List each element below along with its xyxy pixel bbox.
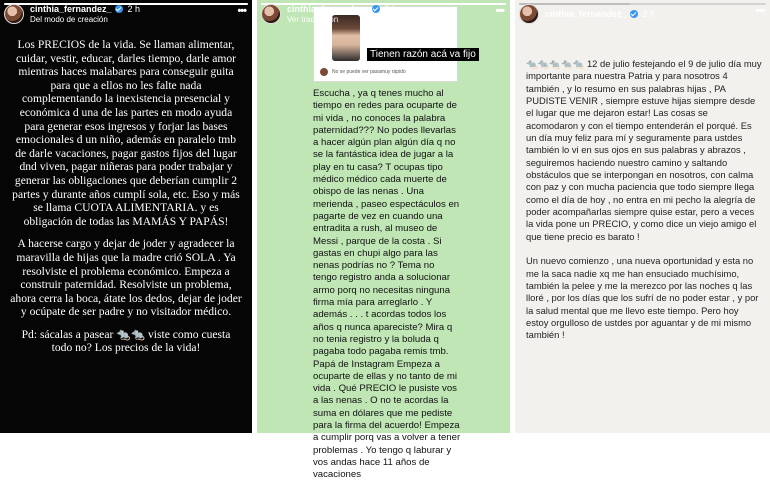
story-header <box>519 2 766 26</box>
story-time: 2 h <box>384 4 398 14</box>
story-username[interactable]: cinthia_fernandez_ <box>287 4 369 14</box>
story-username[interactable]: cinthia_fernandez_ <box>545 9 627 19</box>
story-text <box>526 58 762 354</box>
verified-badge-icon <box>372 5 380 13</box>
story-paragraph: Los PRECIOS de la vida. Se llaman alimentar, cuidar, vestir, educar, darles tiempo, darle amor mientras haces malabares para conseguir guita para que a ellos no les falte nada complementando la inexistencia presencial y económica d una de las partes en modo ayuda para generar esos ingresos y forjar las bases emocionales d un niño, además en paralelo tmb de darle vacaciones, pagar gastos fijos del lugar dnd viven, pagar niñeras para poder trabajar y generar las obligaciones que deberían cumplir 2 partes y durante años cumplí sola, etc. Eso y más se llama CUOTA ALIMENTARIA. y es obligación de todas las MAMÁS Y PAPÁS! <box>12 38 240 228</box>
story-time: 2 h <box>127 4 141 14</box>
verified-badge-icon <box>630 10 638 18</box>
story-paragraph: 🐀🐀🐀🐀🐀 12 de julio festejando el 9 de julio día muy importante para nuestra Patria y para nosotros 4 también , y lo resumo en sus palabras hijas , PA PUDISTE VENIR , siempre estuve hijas siempre desde el lugar que me dejaron estar! Las cosas se acomodaron y con el tiempo entenderán el porqué. Es un día muy feliz para mí y seguramente para ustdes también lo vi en sus ojos en sus palabras y abrazos , seguiremos haciendo nuestro camino y saltando obstáculos que se interpongan en nosotros, con calma con paz y con mucha paciencia que todo siempre llega como el día de hoy , no entra en mi pecho la alegría de poder acompañarlas siempre quise estar, pero a veces la vida pone un PRECIO, y como dice un viejo amigo el que tiene precio es barato ! <box>526 58 762 242</box>
story-username[interactable]: cinthia_fernandez_ <box>30 4 112 14</box>
story-text: Escucha , ya q tenes mucho al tiempo en redes para ocuparte de mi vida , no conoces la palabra paternidad??? No podes llevarlas a hacer algún plan algún día q no se la fantástica idea de jugar a la play en tu casa? T ocupas tipo médico médico cada muerte de obispo de las nenas . Una merienda , paseo espectáculos en pagarte de vez en cuando una entradita a rush, al museo de Messi , parque de la costa . Si gastas en chupi algo para las nenas podrías no ? Tema no tengo registro anda a solucionar armo porq no necesitas ninguna firma mía para arreglarlo . Y además . . . t acordas todos los años q nunca apareciste? Mira q no tenia registro y la boluda q pagaba todo pagaba remis tmb. Papá de Instagram Empeza a ocuparte de ellas y no tanto de mi vida . Qué PRECIO le pusiste vos a las nenas . O no te acordas la suma en dólares que me pediste para la firma del acuerdo! Empeza a cumplir porq vas a volver a tener problemas . Yo tengo q laburar y vos andas hace 11 años de vacaciones <box>313 88 461 481</box>
post-caption: Tienen razón acá va fijo <box>367 48 479 61</box>
story-paragraph: Pd: sácalas a pasear 🐀🐀 viste como cuesta todo no? Los precios de la vida! <box>21 327 231 355</box>
story-time: 2 h <box>642 9 656 19</box>
story-paragraph: A hacerse cargo y dejar de joder y agradecer la maravilla de hijas que la madre crió SOLA . Ya resolviste el problema económico. Empeza a construir paternidad. Resolviste un problema, ahora cerra la boca, átate los dedos, dejar de joder y ocúpate de ser padre y no visitador médico. <box>10 237 242 319</box>
story-panel-1[interactable] <box>0 0 252 433</box>
story-panel-2[interactable] <box>257 0 510 481</box>
avatar[interactable] <box>261 4 281 24</box>
see-translation-link[interactable]: Ver traducción <box>287 15 339 24</box>
mini-avatar <box>320 68 328 76</box>
story-header <box>4 2 248 26</box>
story-header <box>261 2 506 26</box>
verified-badge-icon <box>115 5 123 13</box>
story-subtitle[interactable]: Del modo de creación <box>30 15 108 24</box>
card-note: No se puede ver pasamuy rápido <box>332 69 406 75</box>
more-dots-icon[interactable]: ••• <box>755 5 764 17</box>
story-paragraph: Un nuevo comienzo , una nueva oportunidad y esta no me la saca nadie xq me han ensuciado muchísimo, también la pelee y me la merezco por las noches q las lloré , por los días que los sufrí de no poder estar , y por la salud mental que me llevo este tiempo. Pero hoy estoy orgulloso de ustdes por aguantar y de mi mismo también ! <box>526 255 759 341</box>
avatar[interactable] <box>519 4 539 24</box>
avatar[interactable] <box>4 4 24 24</box>
card-footer <box>320 68 406 76</box>
story-panel-3[interactable] <box>515 0 770 433</box>
story-text <box>10 38 242 364</box>
more-dots-icon[interactable]: ••• <box>237 5 246 17</box>
more-dots-icon[interactable]: ••• <box>495 5 504 17</box>
